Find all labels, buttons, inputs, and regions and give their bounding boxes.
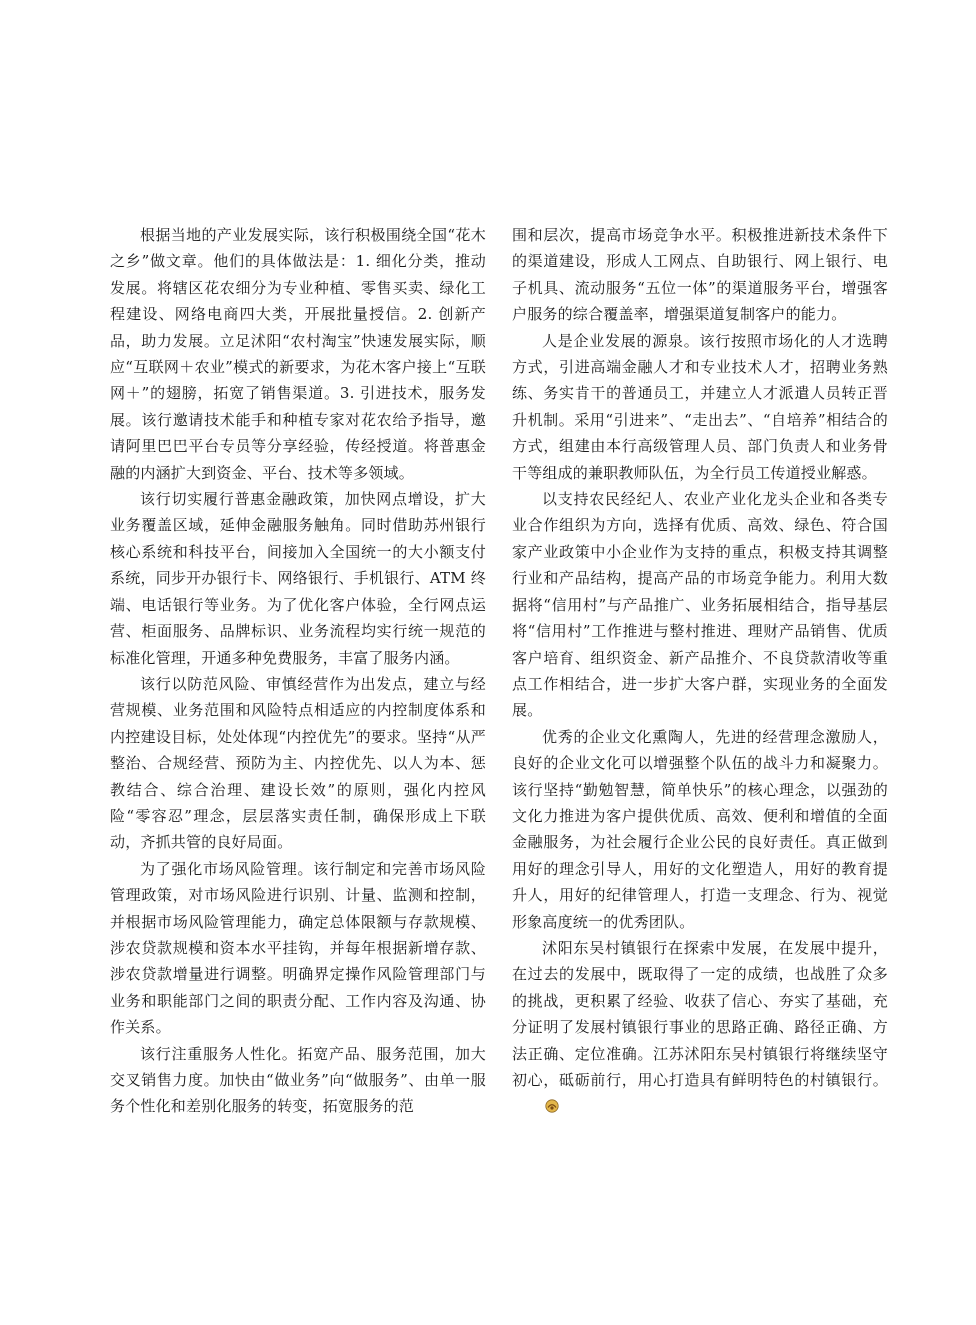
paragraph: 根据当地的产业发展实际，该行积极围绕全国“花木之乡”做文章。他们的具体做法是：1. 细化分类，推动发展。将辖区花农细分为专业种植、零售买卖、绿化工程建设、网络电商四大类，开展批量授信。2. 创新产品，助力发展。立足沭阳“农村淘宝”快速发展实际，顺应“互联网＋农业”模式的新要求，为花木客户接上“互联网＋”的翅膀，拓宽了销售渠道。3. 引进技术，服务发展。该行邀请技术能手和种植专家对花农给予指导，邀请阿里巴巴平台专员等分享经验，传经授道。将普惠金融的内涵扩大到资金、平台、技术等多领域。 [110, 226, 486, 482]
paragraph-continued: 围和层次，提高市场竞争水平。积极推进新技术条件下的渠道建设，形成人工网点、自助银行、网上银行、电子机具、流动服务“五位一体”的渠道服务平台，增强客户服务的综合覆盖率，增强渠道复制客户的能力。 [512, 226, 888, 324]
paragraph: 以支持农民经纪人、农业产业化龙头企业和各类专业合作组织为方向，选择有优质、高效、绿色、符合国家产业政策中小企业作为支持的重点，积极支持其调整行业和产品结构，提高产品的市场竞争能力。利用大数据将“信用村”与产品推广、业务拓展相结合，指导基层将“信用村”工作推进与整村推进、理财产品销售、优质客户培育、组织资金、新产品推介、不良贷款清收等重点工作相结合，进一步扩大客户群，实现业务的全面发展。 [512, 490, 888, 720]
left-column [110, 222, 486, 1120]
paragraph: 该行以防范风险、审慎经营作为出发点，建立与经营规模、业务范围和风险特点相适应的内控制度体系和内控建设目标，处处体现“内控优先”的要求。坚持“从严整治、合规经营、预防为主、内控优先、以人为本、惩教结合、综合治理、建设长效”的原则，强化内控风险“零容忍”理念，层层落实责任制，确保形成上下联动，齐抓共管的良好局面。 [110, 674, 486, 852]
paragraph-final [512, 935, 888, 1120]
final-paragraph-text: 沭阳东吴村镇银行在探索中发展，在发展中提升，在过去的发展中，既取得了一定的成绩，也战胜了众多的挑战，更积累了经验、收获了信心、夯实了基础，充分证明了发展村镇银行事业的思路正确、路径正确、方法正确、定位准确。江苏沭阳东吴村镇银行将继续坚守初心，砥砺前行，用心打造具有鲜明特色的村镇银行。 [512, 938, 888, 1089]
paragraph: 为了强化市场风险管理。该行制定和完善市场风险管理政策，对市场风险进行识别、计量、监测和控制，并根据市场风险管理能力，确定总体限额与存款规模、涉农贷款规模和资本水平挂钩，并每年根据新增存款、涉农贷款增量进行调整。明确界定操作风险管理部门与业务和职能部门之间的职责分配、工作内容及沟通、协作关系。 [110, 859, 486, 1037]
paragraph: 人是企业发展的源泉。该行按照市场化的人才选聘方式，引进高端金融人才和专业技术人才，招聘业务熟练、务实肯干的普通员工，并建立人才派遣人员转正晋升机制。采用“引进来”、“走出去”、“自培养”相结合的方式，组建由本行高级管理人员、部门负责人和业务骨干等组成的兼职教师队伍，为全行员工传道授业解惑。 [512, 331, 888, 482]
paragraph: 该行切实履行普惠金融政策，加快网点增设，扩大业务覆盖区域，延伸金融服务触角。同时借助苏州银行核心系统和科技平台，间接加入全国统一的大小额支付系统，同步开办银行卡、网络银行、手机银行、ATM 终端、电话银行等业务。为了优化客户体验，全行网点运营、柜面服务、品牌标识、业务流程均实行统一规范的标准化管理，开通多种免费服务，丰富了服务内涵。 [110, 490, 486, 667]
right-column [512, 222, 888, 1120]
paragraph: 该行注重服务人性化。拓宽产品、服务范围，加大交叉销售力度。加快由“做业务”向“做服务”、由单一服务个性化和差别化服务的转变，拓宽服务的范 [110, 1044, 486, 1116]
magazine-end-mark-icon [515, 1095, 529, 1109]
paragraph: 优秀的企业文化熏陶人，先进的经营理念激励人，良好的企业文化可以增强整个队伍的战斗力和凝聚力。该行坚持“勤勉智慧，简单快乐”的核心理念，以强劲的文化力推进为客户提供优质、高效、便利和增值的全面金融服务，为社会履行企业公民的良好责任。真正做到用好的理念引导人，用好的文化塑造人，用好的教育提升人，用好的纪律管理人，打造一支理念、行为、视觉形象高度统一的优秀团队。 [512, 727, 888, 931]
article-body [110, 222, 888, 1120]
